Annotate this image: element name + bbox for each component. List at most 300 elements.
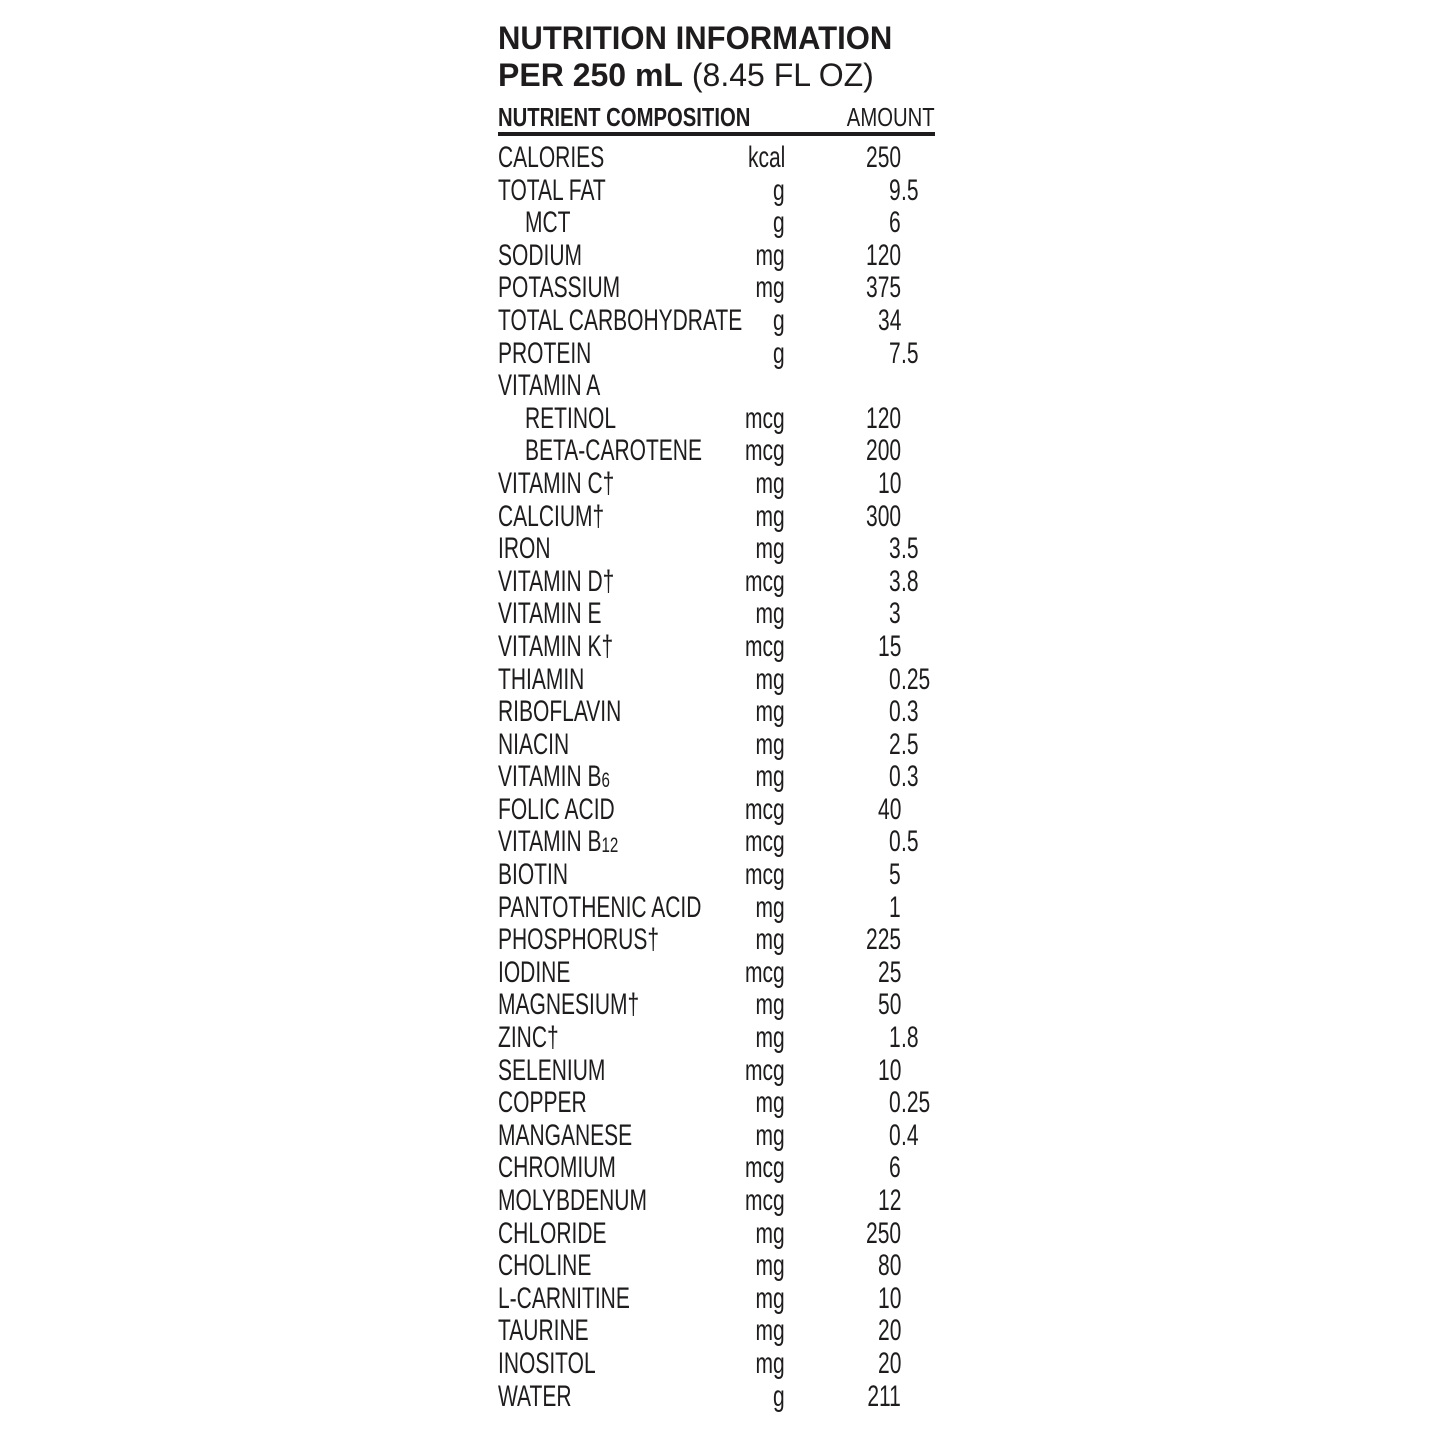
nutrient-unit-text: mg	[755, 1216, 785, 1250]
nutrient-unit	[743, 1218, 785, 1251]
column-headers	[498, 102, 935, 132]
nutrient-name-text: VITAMIN B	[498, 825, 602, 859]
nutrient-name	[498, 1250, 631, 1286]
nutrient-amount-int: 20	[877, 1314, 901, 1348]
nutrient-amount-int: 25	[877, 955, 901, 989]
nutrient-unit-text: mcg	[745, 1184, 785, 1217]
table-row	[498, 989, 935, 1022]
nutrient-unit-text: mg	[755, 532, 785, 566]
nutrient-amount-int: 10	[877, 1281, 901, 1315]
nutrient-name	[498, 1283, 686, 1319]
nutrient-unit-text: g	[773, 336, 785, 370]
nutrient-name	[498, 859, 598, 895]
nutrient-name	[498, 1022, 585, 1058]
nutrient-amount-int: 40	[877, 792, 901, 826]
nutrient-amount-int: 0	[889, 1118, 901, 1152]
nutrient-name	[498, 1381, 603, 1417]
nutrient-name-text: TOTAL CARBOHYDRATE	[498, 303, 743, 337]
nutrient-unit-text: mcg	[745, 825, 785, 859]
nutrient-name-text: IRON	[498, 532, 551, 566]
table-row	[498, 631, 935, 664]
nutrient-name	[498, 305, 847, 341]
nutrient-amount-fraction	[901, 664, 943, 697]
nutrient-amount	[884, 1120, 901, 1153]
nutrient-amount	[884, 859, 901, 892]
serving-size-bold: PER 250 mL	[498, 57, 683, 93]
nutrient-amount	[868, 794, 901, 827]
nutrient-name	[498, 957, 601, 993]
nutrient-amount	[884, 664, 901, 697]
nutrient-name-text: IODINE	[498, 955, 571, 989]
nutrient-unit	[728, 403, 785, 436]
nutrient-amount-int: 250	[865, 1216, 901, 1250]
nutrient-name-text: VITAMIN E	[498, 597, 602, 631]
nutrient-name-text: CALCIUM†	[498, 499, 605, 533]
nutrient-amount-frac: .5	[901, 173, 919, 207]
nutrient-amount	[884, 338, 901, 371]
nutrient-amount	[884, 1022, 901, 1055]
nutrient-amount-int: 1	[889, 1021, 901, 1055]
table-row	[498, 142, 935, 175]
table-row	[498, 1087, 935, 1120]
table-row	[498, 533, 935, 566]
nutrient-unit	[743, 240, 785, 273]
nutrient-name-text: MAGNESIUM†	[498, 988, 640, 1022]
table-row	[498, 370, 935, 403]
nutrient-name	[498, 1185, 711, 1221]
nutrient-name	[498, 1315, 627, 1351]
nutrient-unit-text: mg	[755, 727, 785, 761]
nutrient-name	[498, 1055, 651, 1091]
serving-size-fl-oz: (8.45 FL OZ)	[691, 57, 874, 93]
nutrient-name	[498, 631, 662, 667]
nutrient-unit	[743, 533, 785, 566]
nutrient-name-text: CHOLINE	[498, 1249, 592, 1283]
nutrient-amount-frac: .5	[901, 336, 919, 370]
nutrient-name	[498, 1152, 666, 1188]
nutrient-name-text: MCT	[525, 206, 571, 240]
nutrient-unit	[743, 1250, 785, 1283]
nutrient-unit	[728, 631, 785, 664]
nutrient-name-text: PHOSPHORUS†	[498, 923, 660, 957]
table-row	[498, 1348, 935, 1381]
nutrient-unit	[728, 794, 785, 827]
table-row	[498, 924, 935, 957]
nutrient-amount	[884, 892, 901, 925]
nutrient-amount-int: 6	[889, 1151, 901, 1185]
nutrient-unit-text: mg	[755, 923, 785, 957]
nutrient-amount-fraction	[901, 175, 926, 208]
nutrient-amount-fraction	[901, 1087, 943, 1120]
nutrient-name-text: COPPER	[498, 1086, 587, 1120]
nutrient-amount-int: 0	[889, 695, 901, 729]
nutrient-amount-int: 375	[865, 271, 901, 305]
nutrient-name-text: NIACIN	[498, 727, 570, 761]
nutrient-table	[498, 142, 935, 1413]
nutrient-name-text: RETINOL	[525, 401, 617, 435]
nutrient-unit	[743, 989, 785, 1022]
nutrient-name-text: VITAMIN K†	[498, 629, 614, 663]
nutrient-name	[498, 1120, 690, 1156]
nutrient-amount	[868, 1315, 901, 1348]
nutrient-amount	[884, 566, 901, 599]
nutrient-amount	[851, 924, 901, 957]
nutrient-name-text: VITAMIN D†	[498, 564, 615, 598]
nutrient-name-text: VITAMIN A	[498, 369, 601, 403]
nutrient-amount	[851, 272, 901, 305]
nutrient-amount-frac: .25	[901, 1086, 931, 1120]
column-header-nutrient: NUTRIENT COMPOSITION	[498, 102, 751, 132]
nutrient-name	[498, 468, 664, 504]
column-header-amount: AMOUNT	[847, 102, 935, 132]
nutrient-unit-text: mg	[755, 695, 785, 729]
nutrition-label	[498, 20, 935, 1413]
nutrient-unit	[768, 207, 785, 240]
nutrient-amount	[884, 729, 901, 762]
table-row	[498, 664, 935, 697]
nutrient-amount	[851, 501, 901, 534]
nutrient-name	[498, 924, 728, 960]
nutrient-amount-frac: .3	[901, 695, 919, 729]
table-row	[498, 729, 935, 762]
table-row	[498, 1315, 935, 1348]
nutrient-unit	[743, 761, 785, 794]
nutrient-unit-text: mcg	[745, 1053, 785, 1087]
nutrient-amount-int: 6	[889, 206, 901, 240]
nutrient-unit-text: mcg	[745, 1151, 785, 1185]
nutrient-amount	[868, 1055, 901, 1088]
nutrient-unit	[728, 435, 785, 468]
nutrient-amount-int: 10	[877, 1053, 901, 1087]
table-row	[498, 826, 935, 859]
nutrient-name-text: TOTAL FAT	[498, 173, 606, 207]
table-row	[498, 272, 935, 305]
nutrient-amount-int: 3	[889, 564, 901, 598]
nutrient-amount-int: 200	[865, 434, 901, 468]
nutrient-amount-fraction	[901, 1022, 926, 1055]
nutrient-name	[498, 338, 631, 374]
nutrient-amount-int: 9	[889, 173, 901, 207]
nutrient-name-text: SELENIUM	[498, 1053, 606, 1087]
nutrient-name	[525, 403, 655, 439]
nutrient-name-subscript: 12	[601, 832, 619, 858]
nutrient-amount	[884, 761, 901, 794]
table-row	[498, 1120, 935, 1153]
nutrient-amount	[851, 435, 901, 468]
nutrient-amount-int: 20	[877, 1346, 901, 1380]
nutrient-unit-text: mcg	[745, 434, 785, 468]
nutrient-amount-fraction	[901, 1120, 926, 1153]
nutrient-name-text: CHLORIDE	[498, 1216, 607, 1250]
nutrient-unit	[743, 272, 785, 305]
nutrient-unit-text: mg	[755, 890, 785, 924]
nutrient-unit-text: mg	[755, 1021, 785, 1055]
nutrient-unit	[743, 468, 785, 501]
nutrient-name-text: MOLYBDENUM	[498, 1184, 647, 1217]
nutrient-name-text: TAURINE	[498, 1314, 589, 1348]
nutrient-unit	[743, 598, 785, 631]
nutrient-unit-text: mcg	[745, 792, 785, 826]
nutrient-name-text: FOLIC ACID	[498, 792, 615, 826]
nutrient-amount	[868, 1348, 901, 1381]
nutrient-unit-text: mg	[755, 1086, 785, 1120]
table-row	[498, 1022, 935, 1055]
nutrient-name	[498, 761, 658, 797]
nutrient-unit-text: mg	[755, 760, 785, 794]
nutrient-amount-frac: .8	[901, 564, 919, 598]
nutrient-amount	[868, 1185, 901, 1218]
nutrient-amount-int: 211	[867, 1379, 901, 1413]
nutrient-unit	[743, 1120, 785, 1153]
serving-size-line	[498, 57, 935, 93]
nutrient-amount	[851, 403, 901, 436]
nutrient-amount-int: 0	[889, 825, 901, 859]
table-row	[498, 1185, 935, 1218]
table-row	[498, 175, 935, 208]
nutrient-name	[498, 729, 600, 765]
nutrient-amount	[868, 1283, 901, 1316]
nutrient-amount-fraction	[901, 338, 926, 371]
nutrient-unit	[768, 338, 785, 371]
nutrient-amount	[884, 1152, 901, 1185]
nutrient-amount-int: 3	[889, 597, 901, 631]
nutrient-amount-fraction	[901, 696, 926, 729]
table-row	[498, 468, 935, 501]
nutrient-name-text: PROTEIN	[498, 336, 592, 370]
nutrient-amount-fraction	[901, 761, 926, 794]
nutrient-name-text: BIOTIN	[498, 858, 569, 892]
nutrient-amount-int: 0	[889, 1086, 901, 1120]
nutrient-unit	[743, 1348, 785, 1381]
nutrient-name	[498, 533, 573, 569]
nutrient-unit-text: g	[773, 1379, 785, 1413]
nutrient-unit-text: mg	[755, 271, 785, 305]
nutrient-name	[498, 598, 646, 634]
nutrient-amount-int: 2	[889, 727, 901, 761]
nutrient-unit	[743, 696, 785, 729]
nutrient-name	[525, 207, 590, 243]
nutrient-amount	[884, 207, 901, 240]
nutrient-unit-text: kcal	[747, 141, 785, 174]
table-row	[498, 240, 935, 273]
nutrient-amount	[884, 1087, 901, 1120]
table-row	[498, 207, 935, 240]
nutrient-amount	[884, 175, 901, 208]
table-row	[498, 1381, 935, 1414]
nutrient-unit	[728, 1152, 785, 1185]
nutrient-unit-text: mg	[755, 1118, 785, 1152]
nutrient-unit	[728, 957, 785, 990]
nutrient-amount-int: 300	[865, 499, 901, 533]
nutrient-unit	[728, 826, 785, 859]
nutrient-unit	[768, 305, 785, 338]
nutrient-name-text: MANGANESE	[498, 1118, 633, 1152]
nutrient-amount	[868, 957, 901, 990]
nutrient-name	[498, 1218, 653, 1254]
nutrient-amount-fraction	[901, 533, 926, 566]
nutrient-unit-text: mcg	[745, 955, 785, 989]
nutrient-unit	[743, 729, 785, 762]
table-row	[498, 761, 935, 794]
table-row	[498, 305, 935, 338]
nutrient-amount	[853, 1381, 901, 1414]
nutrient-unit	[728, 1055, 785, 1088]
nutrient-amount-int: 50	[877, 988, 901, 1022]
nutrient-unit-text: mg	[755, 1281, 785, 1315]
nutrient-amount	[851, 240, 901, 273]
nutrient-amount-int: 250	[865, 141, 901, 174]
nutrient-amount-int: 0	[889, 760, 901, 794]
nutrient-unit-text: mg	[755, 238, 785, 272]
nutrient-unit	[743, 892, 785, 925]
nutrient-name-text: L-CARNITINE	[498, 1281, 630, 1315]
nutrient-unit-text: mcg	[745, 401, 785, 435]
nutrient-amount-int: 3	[889, 532, 901, 566]
nutrient-amount-frac: .5	[901, 532, 919, 566]
nutrient-unit-text: mg	[755, 597, 785, 631]
table-row	[498, 403, 935, 436]
table-row	[498, 892, 935, 925]
table-row	[498, 1218, 935, 1251]
nutrient-unit-text: mg	[755, 662, 785, 696]
nutrient-name-text: CHROMIUM	[498, 1151, 616, 1185]
nutrient-amount	[884, 533, 901, 566]
header-rule	[498, 132, 935, 136]
nutrient-amount-int: 1	[889, 890, 901, 924]
table-row	[498, 435, 935, 468]
nutrient-amount	[868, 631, 901, 664]
nutrient-name-text: POTASSIUM	[498, 271, 621, 305]
nutrient-amount	[868, 1250, 901, 1283]
nutrient-name	[498, 794, 665, 830]
nutrient-unit	[768, 175, 785, 208]
nutrient-amount	[868, 305, 901, 338]
nutrient-name	[498, 696, 674, 732]
nutrient-unit-text: mcg	[745, 858, 785, 892]
nutrient-amount-frac: .5	[901, 825, 919, 859]
label-title: NUTRITION INFORMATION	[498, 20, 893, 56]
nutrient-amount-fraction	[901, 826, 926, 859]
nutrient-unit	[743, 501, 785, 534]
table-row	[498, 1283, 935, 1316]
nutrient-unit	[743, 664, 785, 697]
nutrient-unit-text: mg	[755, 1249, 785, 1283]
nutrient-amount-fraction	[901, 566, 926, 599]
nutrient-name-text: VITAMIN B	[498, 760, 602, 794]
nutrient-unit-text: g	[773, 303, 785, 337]
table-row	[498, 1152, 935, 1185]
nutrient-name	[498, 142, 650, 178]
nutrient-amount	[851, 142, 901, 175]
nutrient-amount-int: 34	[877, 303, 901, 337]
table-row	[498, 338, 935, 371]
nutrient-unit	[728, 1185, 785, 1218]
nutrient-name-text: RIBOFLAVIN	[498, 695, 622, 729]
nutrient-amount	[884, 826, 901, 859]
nutrient-amount-fraction	[901, 729, 926, 762]
nutrient-amount-int: 225	[865, 923, 901, 957]
nutrient-name-text: THIAMIN	[498, 662, 585, 696]
nutrient-name	[498, 664, 621, 700]
nutrient-name-text: SODIUM	[498, 238, 582, 272]
nutrient-amount-int: 5	[889, 858, 901, 892]
nutrient-unit-text: mcg	[745, 564, 785, 598]
nutrient-amount	[884, 598, 901, 631]
table-row	[498, 859, 935, 892]
table-row	[498, 696, 935, 729]
nutrient-name	[498, 1087, 625, 1123]
nutrient-unit	[728, 859, 785, 892]
nutrient-amount-int: 120	[865, 401, 901, 435]
nutrient-unit-text: mcg	[745, 629, 785, 663]
nutrient-amount-int: 7	[889, 336, 901, 370]
nutrient-unit	[743, 1022, 785, 1055]
nutrient-name	[498, 175, 652, 211]
table-row	[498, 794, 935, 827]
nutrient-name	[498, 1348, 637, 1384]
nutrient-unit-text: mg	[755, 988, 785, 1022]
nutrient-unit	[743, 924, 785, 957]
nutrient-name	[498, 501, 650, 537]
nutrient-name	[498, 566, 664, 602]
nutrient-name-text: VITAMIN C†	[498, 466, 615, 500]
nutrient-unit	[743, 1087, 785, 1120]
nutrient-amount-int: 15	[877, 629, 901, 663]
nutrient-unit	[728, 566, 785, 599]
nutrient-amount-frac: .5	[901, 727, 919, 761]
table-row	[498, 598, 935, 631]
nutrient-amount-int: 120	[865, 238, 901, 272]
nutrient-amount-int: 0	[889, 662, 901, 696]
nutrient-name	[498, 370, 644, 406]
table-row	[498, 1250, 935, 1283]
nutrient-amount	[884, 696, 901, 729]
table-row	[498, 1055, 935, 1088]
nutrient-amount-int: 80	[877, 1249, 901, 1283]
nutrient-unit	[732, 142, 785, 175]
nutrient-amount	[868, 468, 901, 501]
nutrient-unit-text: mg	[755, 1314, 785, 1348]
nutrient-name-text: ZINC†	[498, 1021, 559, 1055]
nutrient-unit	[743, 1315, 785, 1348]
nutrient-name	[498, 989, 700, 1025]
nutrient-name-text: WATER	[498, 1379, 572, 1413]
nutrient-unit	[768, 1381, 785, 1414]
nutrient-name-text: BETA-CAROTENE	[525, 434, 702, 468]
nutrient-name	[498, 240, 618, 276]
table-row	[498, 957, 935, 990]
nutrient-amount-frac: .3	[901, 760, 919, 794]
table-row	[498, 566, 935, 599]
nutrient-name	[498, 826, 670, 862]
nutrient-unit-text: g	[773, 206, 785, 240]
nutrient-unit-text: g	[773, 173, 785, 207]
nutrient-unit-text: mg	[755, 499, 785, 533]
nutrient-name-text: PANTOTHENIC ACID	[498, 890, 702, 924]
nutrient-name	[498, 272, 672, 308]
nutrient-unit-text: mg	[755, 1346, 785, 1380]
nutrient-name-text: CALORIES	[498, 141, 605, 174]
nutrient-unit-text: mg	[755, 466, 785, 500]
nutrient-amount-frac: .25	[901, 662, 931, 696]
nutrient-name-text: INOSITOL	[498, 1346, 596, 1380]
nutrient-amount-frac: .4	[901, 1118, 919, 1152]
nutrient-amount-int: 10	[877, 466, 901, 500]
nutrient-amount-int: 12	[877, 1184, 901, 1217]
table-row	[498, 501, 935, 534]
nutrient-name-subscript: 6	[601, 767, 610, 793]
nutrient-amount	[868, 989, 901, 1022]
